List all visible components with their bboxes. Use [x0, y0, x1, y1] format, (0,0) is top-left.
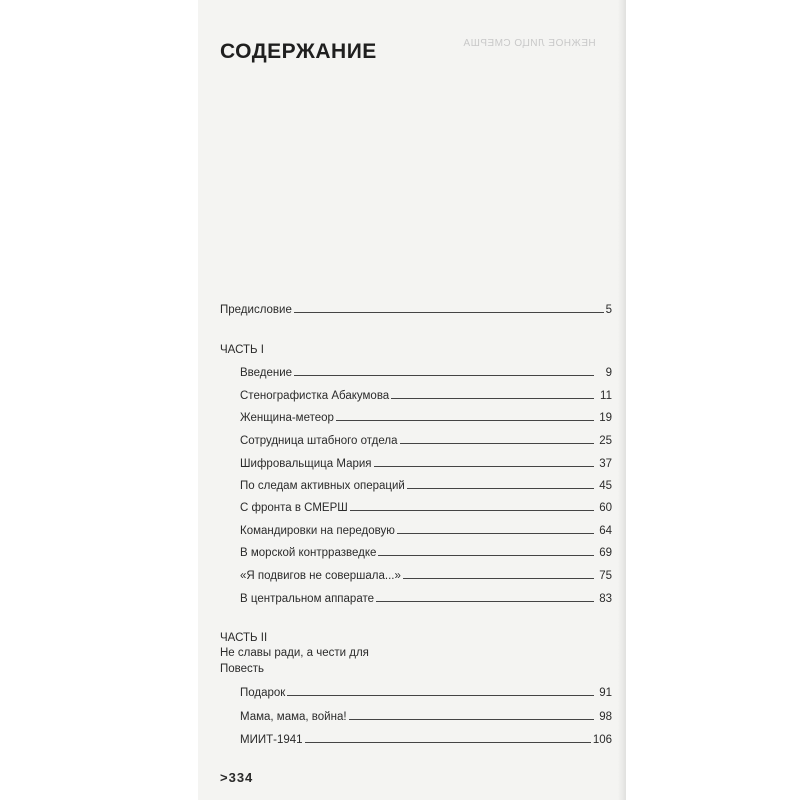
- toc-entry-label: В морской контрразведке: [240, 547, 377, 559]
- toc-entry-page: 60: [599, 502, 612, 514]
- leader-line: [374, 465, 594, 467]
- toc-entry-page: 37: [599, 458, 612, 470]
- toc-entry-label: Шифровальщица Мария: [240, 458, 372, 470]
- leader-line: [400, 442, 595, 444]
- leader-line: [378, 554, 594, 556]
- page-number: >334: [220, 770, 254, 785]
- toc-entry-label: Сотрудница штабного отдела: [240, 435, 398, 447]
- toc-entry-label: Введение: [240, 367, 293, 379]
- toc-entry-preface[interactable]: [220, 302, 612, 318]
- leader-line: [350, 509, 594, 511]
- toc-entry-page: 19: [599, 412, 612, 424]
- toc-entry-page: 83: [599, 593, 612, 605]
- toc-entry-label: Предисловие: [220, 304, 292, 316]
- leader-line: [294, 374, 594, 376]
- part-heading: ЧАСТЬ I: [220, 344, 264, 356]
- leader-line: [391, 397, 594, 399]
- toc-entry-page: 45: [599, 480, 612, 492]
- toc-entry[interactable]: [240, 685, 612, 701]
- leader-line: [336, 419, 594, 421]
- toc-entry-page: 69: [599, 547, 612, 559]
- toc-entry-label: С фронта в СМЕРШ: [240, 502, 348, 514]
- toc-entry-page: 75: [599, 570, 612, 582]
- toc-entry-label: В центральном аппарате: [240, 593, 374, 605]
- toc-entry-page: 91: [599, 687, 612, 699]
- toc-entry-label: Мама, мама, война!: [240, 711, 347, 723]
- toc-entry-page: 25: [599, 435, 612, 447]
- leader-line: [287, 694, 594, 696]
- toc-entry[interactable]: [240, 365, 612, 381]
- toc-entry-page: 64: [599, 525, 612, 537]
- book-page: [198, 0, 626, 800]
- part-heading: ЧАСТЬ II: [220, 632, 268, 644]
- toc-entry-page: 11: [600, 390, 612, 402]
- toc-entry[interactable]: [240, 591, 612, 607]
- toc-entry[interactable]: [240, 388, 612, 404]
- toc-entry-page: 9: [605, 367, 612, 379]
- leader-line: [349, 718, 594, 720]
- running-head: НЕЖНОЕ ЛИЦО СМЕРША: [463, 38, 596, 49]
- toc-entry[interactable]: [240, 568, 612, 584]
- toc-entry[interactable]: [240, 545, 612, 561]
- leader-line: [294, 311, 604, 313]
- toc-entry[interactable]: [240, 410, 612, 426]
- bleed-through-texture: [216, 72, 611, 98]
- toc-entry-page: 106: [592, 734, 612, 746]
- part-subtitle: Не славы ради, а чести для: [220, 647, 369, 659]
- toc-entry-page: 98: [599, 711, 612, 723]
- toc-entry-label: МИИТ-1941: [240, 734, 303, 746]
- toc-entry-label: «Я подвигов не совершала...»: [240, 570, 401, 582]
- toc-entry-label: Командировки на передовую: [240, 525, 395, 537]
- toc-entry[interactable]: [240, 523, 612, 539]
- toc-entry-label: Стенографистка Абакумова: [240, 390, 390, 402]
- toc-entry[interactable]: [240, 433, 612, 449]
- toc-entry[interactable]: [240, 478, 612, 494]
- leader-line: [403, 577, 594, 579]
- leader-line: [397, 532, 594, 534]
- toc-entry-page: 5: [605, 304, 612, 316]
- toc-entry[interactable]: [240, 732, 612, 748]
- toc-entry-label: Подарок: [240, 687, 286, 699]
- toc-entry-label: По следам активных операций: [240, 480, 405, 492]
- page-title: СОДЕРЖАНИЕ: [220, 40, 377, 63]
- toc-entry[interactable]: [240, 709, 612, 725]
- part-subtitle: Повесть: [220, 663, 265, 675]
- toc-entry[interactable]: [240, 456, 612, 472]
- toc-entry[interactable]: [240, 500, 612, 516]
- leader-line: [376, 600, 594, 602]
- leader-line: [305, 741, 591, 743]
- toc-entry-label: Женщина-метеор: [240, 412, 334, 424]
- leader-line: [407, 487, 594, 489]
